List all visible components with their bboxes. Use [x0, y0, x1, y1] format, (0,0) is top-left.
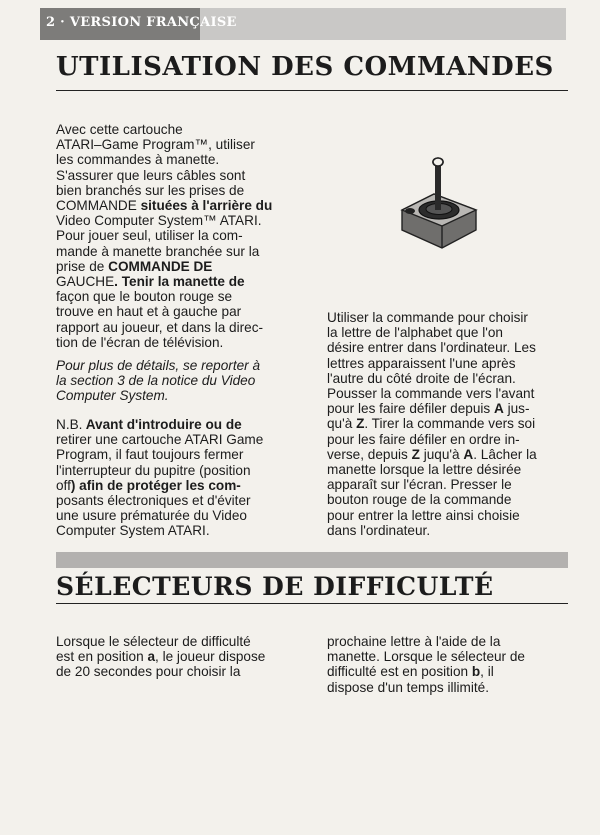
text-line: façon que le bouton rouge se	[56, 289, 233, 305]
text-line: lettres apparaissent l'une après	[327, 355, 516, 371]
text-line: trouve en haut et à gauche par	[56, 304, 242, 320]
section-title-difficulty: SÉLECTEURS DE DIFFICULTÉ	[56, 572, 494, 601]
title-rule	[56, 90, 568, 91]
text-line: GAUCHE. Tenir la manette de	[56, 274, 245, 290]
section-label: 2 · VERSION FRANÇAISE	[46, 15, 237, 30]
text-line: Avec cette cartouche	[56, 122, 183, 137]
text-line: Pour plus de détails, se reporter à	[56, 358, 261, 373]
text-line: Computer System.	[56, 388, 169, 404]
text-line: de 20 secondes pour choisir la	[56, 664, 241, 680]
text-line: désire entrer dans l'ordinateur. Les	[327, 340, 536, 356]
text-line: Computer System ATARI.	[56, 523, 210, 539]
text-line: S'assurer que leurs câbles sont	[56, 167, 246, 183]
paragraph-nb	[56, 417, 263, 539]
text-line: Lorsque le sélecteur de difficulté	[56, 634, 251, 649]
text-line: apparaît sur l'écran. Presser le	[327, 477, 512, 493]
text-line: manette lorsque la lettre désirée	[327, 462, 522, 478]
text-line: prise de COMMANDE DE	[56, 258, 213, 274]
text-line: prochaine lettre à l'aide de la	[327, 634, 501, 649]
paragraph-difficulty-right	[327, 634, 525, 695]
text-line: les commandes à manette.	[56, 152, 220, 168]
text-line: manette. Lorsque le sélecteur de	[327, 649, 525, 665]
text-line: est en position a, le joueur dispose	[56, 649, 266, 665]
text-line: Pousser la commande vers l'avant	[327, 386, 535, 402]
section-divider-band	[56, 552, 568, 568]
text-line: off) afin de protéger les com-	[56, 477, 241, 493]
section-title-controls: UTILISATION DES COMMANDES	[56, 52, 554, 82]
text-line: mande à manette branchée sur la	[56, 243, 260, 259]
text-line: la section 3 de la notice du Video	[56, 373, 256, 389]
text-line: dispose d'un temps illimité.	[327, 679, 490, 695]
text-line: une usure prématurée du Video	[56, 508, 247, 524]
text-line: bien branchés sur les prises de	[56, 182, 245, 198]
text-line: COMMANDE situées à l'arrière du	[56, 198, 273, 214]
text-line: Video Computer System™ ATARI.	[56, 213, 262, 229]
paragraph-letter-selection	[327, 310, 537, 538]
joystick-icon	[396, 152, 482, 262]
text-line: pour entrer la lettre ainsi choisie	[327, 507, 520, 523]
paragraph-controls-intro	[56, 122, 272, 350]
text-line: la lettre de l'alphabet que l'on	[327, 325, 503, 341]
text-line: pour les faire défiler en ordre in-	[327, 431, 520, 447]
text-line: difficulté est en position b, il	[327, 664, 494, 680]
text-line: rapport au joueur, et dans la direc-	[56, 319, 264, 335]
text-line: pour les faire défiler depuis A jus-	[327, 401, 530, 417]
text-line: verse, depuis Z juqu'à A. Lâcher la	[327, 446, 537, 462]
text-line: dans l'ordinateur.	[327, 522, 431, 538]
text-line: qu'à Z. Tirer la commande vers soi	[327, 416, 536, 432]
text-line: Program, il faut toujours fermer	[56, 447, 244, 463]
paragraph-see-notice	[56, 358, 260, 404]
title-rule	[56, 603, 568, 604]
text-line: l'interrupteur du pupitre (position	[56, 462, 251, 478]
text-line: bouton rouge de la commande	[327, 492, 512, 508]
text-line: posants électroniques et d'éviter	[56, 493, 251, 509]
paragraph-difficulty-left	[56, 634, 265, 680]
text-line: Utiliser la commande pour choisir	[327, 310, 528, 325]
text-line: N.B. Avant d'introduire ou de	[56, 417, 242, 432]
text-line: l'autre du côté droite de l'écran.	[327, 370, 516, 386]
text-line: tion de l'écran de télévision.	[56, 334, 224, 350]
text-line: ATARI–Game Program™, utiliser	[56, 137, 255, 153]
text-line: Pour jouer seul, utiliser la com-	[56, 228, 243, 244]
text-line: retirer une cartouche ATARI Game	[56, 432, 264, 448]
